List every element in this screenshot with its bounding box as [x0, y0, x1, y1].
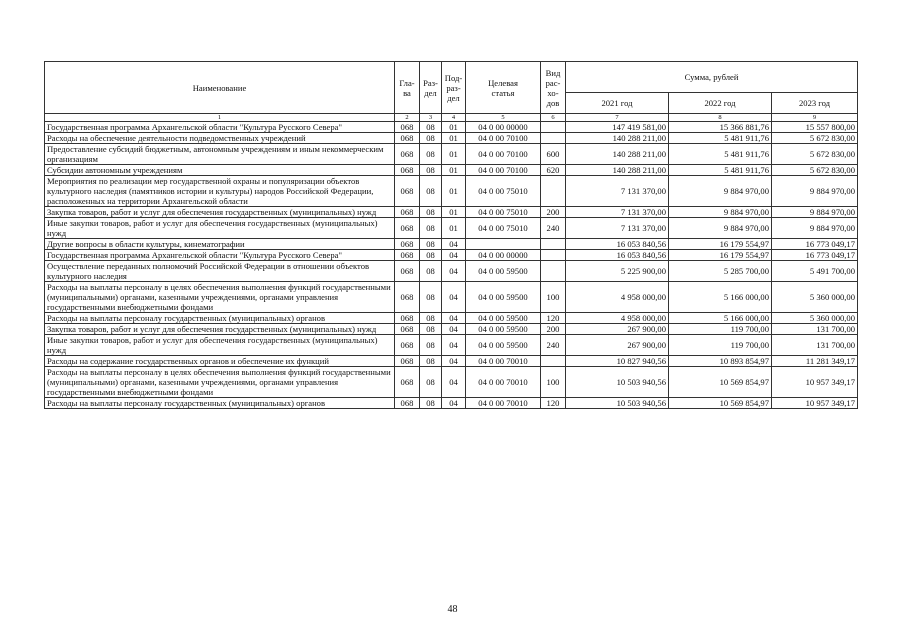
- col-header-sum: Сумма, рублей: [566, 62, 858, 93]
- amount-2022-cell: 15 366 881,76: [669, 122, 772, 133]
- amount-2022-cell: 9 884 970,00: [669, 207, 772, 218]
- glava-cell: 068: [395, 313, 420, 324]
- amount-2021-cell: 147 419 581,00: [566, 122, 669, 133]
- expense-type-cell: 100: [541, 282, 566, 313]
- table-row: [45, 367, 858, 398]
- row-name-cell: Государственная программа Архангельской области "Культура Русского Севера": [45, 250, 395, 261]
- podrazdel-cell: 04: [442, 324, 466, 335]
- row-name-cell: Другие вопросы в области культуры, кинематографии: [45, 239, 395, 250]
- amount-2023-cell: 5 491 700,00: [772, 261, 858, 282]
- col-header-2022: 2022 год: [669, 93, 772, 114]
- table-row: [45, 133, 858, 144]
- row-name-cell: Мероприятия по реализации мер государственной охраны и популяризации объектов культурного наследия (памятников истории и культуры) народов Российской Федерации, расположенных на территории Архангельской области: [45, 176, 395, 207]
- target-article-cell: 04 0 00 59500: [466, 313, 541, 324]
- amount-2022-cell: 10 893 854,97: [669, 356, 772, 367]
- glava-cell: 068: [395, 176, 420, 207]
- amount-2022-cell: 119 700,00: [669, 335, 772, 356]
- razdel-cell: 08: [420, 176, 442, 207]
- amount-2021-cell: 267 900,00: [566, 324, 669, 335]
- table-row: [45, 165, 858, 176]
- amount-2022-cell: 9 884 970,00: [669, 218, 772, 239]
- target-article-cell: 04 0 00 59500: [466, 324, 541, 335]
- razdel-cell: 08: [420, 335, 442, 356]
- expense-type-cell: 240: [541, 218, 566, 239]
- podrazdel-cell: 01: [442, 133, 466, 144]
- amount-2021-cell: 7 131 370,00: [566, 207, 669, 218]
- amount-2021-cell: 10 503 940,56: [566, 398, 669, 409]
- expense-type-cell: 600: [541, 144, 566, 165]
- glava-cell: 068: [395, 282, 420, 313]
- table-row: [45, 261, 858, 282]
- razdel-cell: 08: [420, 207, 442, 218]
- amount-2023-cell: 10 957 349,17: [772, 367, 858, 398]
- row-name-cell: Иные закупки товаров, работ и услуг для обеспечения государственных (муниципальных) нужд: [45, 335, 395, 356]
- target-article-cell: 04 0 00 70010: [466, 398, 541, 409]
- row-name-cell: Субсидии автономным учреждениям: [45, 165, 395, 176]
- target-article-cell: [466, 239, 541, 250]
- amount-2021-cell: 267 900,00: [566, 335, 669, 356]
- glava-cell: 068: [395, 122, 420, 133]
- target-article-cell: 04 0 00 70010: [466, 367, 541, 398]
- table-row: [45, 324, 858, 335]
- table-row: [45, 356, 858, 367]
- column-number-cell: 9: [772, 114, 858, 122]
- column-number-cell: 3: [420, 114, 442, 122]
- amount-2022-cell: 5 166 000,00: [669, 313, 772, 324]
- table-row: [45, 176, 858, 207]
- row-name-cell: Осуществление переданных полномочий Российской Федерации в отношении объектов культурного наследия: [45, 261, 395, 282]
- expense-type-cell: [541, 239, 566, 250]
- target-article-cell: 04 0 00 75010: [466, 176, 541, 207]
- target-article-cell: 04 0 00 59500: [466, 261, 541, 282]
- column-number-cell: 4: [442, 114, 466, 122]
- glava-cell: 068: [395, 144, 420, 165]
- razdel-cell: 08: [420, 133, 442, 144]
- column-number-cell: 6: [541, 114, 566, 122]
- table-row: [45, 335, 858, 356]
- amount-2023-cell: 16 773 049,17: [772, 239, 858, 250]
- glava-cell: 068: [395, 165, 420, 176]
- target-article-cell: 04 0 00 75010: [466, 218, 541, 239]
- amount-2023-cell: 5 360 000,00: [772, 313, 858, 324]
- expense-type-cell: [541, 176, 566, 207]
- amount-2023-cell: 131 700,00: [772, 335, 858, 356]
- amount-2021-cell: 10 503 940,56: [566, 367, 669, 398]
- razdel-cell: 08: [420, 398, 442, 409]
- column-number-cell: 2: [395, 114, 420, 122]
- amount-2021-cell: 140 288 211,00: [566, 133, 669, 144]
- row-name-cell: Расходы на содержание государственных органов и обеспечение их функций: [45, 356, 395, 367]
- amount-2021-cell: 16 053 840,56: [566, 250, 669, 261]
- glava-cell: 068: [395, 207, 420, 218]
- amount-2023-cell: 11 281 349,17: [772, 356, 858, 367]
- col-header-2021: 2021 год: [566, 93, 669, 114]
- row-name-cell: Расходы на выплаты персоналу государственных (муниципальных) органов: [45, 313, 395, 324]
- col-header-2023: 2023 год: [772, 93, 858, 114]
- target-article-cell: 04 0 00 70010: [466, 356, 541, 367]
- row-name-cell: Закупка товаров, работ и услуг для обеспечения государственных (муниципальных) нужд: [45, 324, 395, 335]
- col-header-razdel: Раз- дел: [420, 62, 442, 114]
- expense-type-cell: 120: [541, 313, 566, 324]
- glava-cell: 068: [395, 324, 420, 335]
- table-row: [45, 313, 858, 324]
- col-header-name: Наименование: [45, 62, 395, 114]
- target-article-cell: 04 0 00 59500: [466, 335, 541, 356]
- amount-2022-cell: 9 884 970,00: [669, 176, 772, 207]
- target-article-cell: 04 0 00 00000: [466, 250, 541, 261]
- table-row: [45, 250, 858, 261]
- expense-type-cell: [541, 122, 566, 133]
- razdel-cell: 08: [420, 250, 442, 261]
- razdel-cell: 08: [420, 261, 442, 282]
- expense-type-cell: [541, 250, 566, 261]
- table-row: [45, 207, 858, 218]
- table-row: [45, 122, 858, 133]
- podrazdel-cell: 01: [442, 207, 466, 218]
- amount-2022-cell: 16 179 554,97: [669, 250, 772, 261]
- expense-type-cell: 240: [541, 335, 566, 356]
- page-number: 48: [447, 604, 458, 615]
- amount-2022-cell: 5 481 911,76: [669, 165, 772, 176]
- column-number-cell: 1: [45, 114, 395, 122]
- row-name-cell: Предоставление субсидий бюджетным, автономным учреждениям и иным некоммерческим организациям: [45, 144, 395, 165]
- amount-2021-cell: 10 827 940,56: [566, 356, 669, 367]
- col-header-glava: Гла- ва: [395, 62, 420, 114]
- column-number-cell: 8: [669, 114, 772, 122]
- row-name-cell: Государственная программа Архангельской области "Культура Русского Севера": [45, 122, 395, 133]
- table-row: [45, 144, 858, 165]
- glava-cell: 068: [395, 250, 420, 261]
- podrazdel-cell: 04: [442, 282, 466, 313]
- table-row: [45, 282, 858, 313]
- amount-2023-cell: 5 672 830,00: [772, 133, 858, 144]
- amount-2021-cell: 140 288 211,00: [566, 165, 669, 176]
- budget-table: [44, 61, 858, 409]
- row-name-cell: Закупка товаров, работ и услуг для обеспечения государственных (муниципальных) нужд: [45, 207, 395, 218]
- amount-2022-cell: 10 569 854,97: [669, 367, 772, 398]
- razdel-cell: 08: [420, 356, 442, 367]
- podrazdel-cell: 01: [442, 144, 466, 165]
- target-article-cell: 04 0 00 70100: [466, 133, 541, 144]
- glava-cell: 068: [395, 335, 420, 356]
- razdel-cell: 08: [420, 122, 442, 133]
- target-article-cell: 04 0 00 00000: [466, 122, 541, 133]
- razdel-cell: 08: [420, 218, 442, 239]
- razdel-cell: 08: [420, 367, 442, 398]
- col-header-podrazdel: Под- раз- дел: [442, 62, 466, 114]
- razdel-cell: 08: [420, 144, 442, 165]
- podrazdel-cell: 04: [442, 335, 466, 356]
- amount-2023-cell: 9 884 970,00: [772, 176, 858, 207]
- razdel-cell: 08: [420, 165, 442, 176]
- expense-type-cell: 200: [541, 324, 566, 335]
- table-row: [45, 398, 858, 409]
- amount-2023-cell: 10 957 349,17: [772, 398, 858, 409]
- razdel-cell: 08: [420, 239, 442, 250]
- amount-2022-cell: 5 166 000,00: [669, 282, 772, 313]
- amount-2022-cell: 16 179 554,97: [669, 239, 772, 250]
- podrazdel-cell: 01: [442, 176, 466, 207]
- amount-2022-cell: 5 481 911,76: [669, 133, 772, 144]
- glava-cell: 068: [395, 239, 420, 250]
- amount-2023-cell: 15 557 800,00: [772, 122, 858, 133]
- amount-2023-cell: 5 360 000,00: [772, 282, 858, 313]
- glava-cell: 068: [395, 398, 420, 409]
- expense-type-cell: 120: [541, 398, 566, 409]
- expense-type-cell: 200: [541, 207, 566, 218]
- amount-2021-cell: 16 053 840,56: [566, 239, 669, 250]
- amount-2022-cell: 5 481 911,76: [669, 144, 772, 165]
- podrazdel-cell: 04: [442, 356, 466, 367]
- amount-2021-cell: 4 958 000,00: [566, 313, 669, 324]
- podrazdel-cell: 04: [442, 367, 466, 398]
- amount-2021-cell: 7 131 370,00: [566, 176, 669, 207]
- amount-2023-cell: 9 884 970,00: [772, 207, 858, 218]
- column-number-row: [45, 114, 858, 122]
- amount-2023-cell: 9 884 970,00: [772, 218, 858, 239]
- row-name-cell: Расходы на выплаты персоналу государственных (муниципальных) органов: [45, 398, 395, 409]
- podrazdel-cell: 04: [442, 261, 466, 282]
- podrazdel-cell: 04: [442, 239, 466, 250]
- razdel-cell: 08: [420, 313, 442, 324]
- amount-2021-cell: 7 131 370,00: [566, 218, 669, 239]
- row-name-cell: Расходы на обеспечение деятельности подведомственных учреждений: [45, 133, 395, 144]
- col-header-target: Целевая статья: [466, 62, 541, 114]
- razdel-cell: 08: [420, 324, 442, 335]
- amount-2023-cell: 131 700,00: [772, 324, 858, 335]
- target-article-cell: 04 0 00 59500: [466, 282, 541, 313]
- table-row: [45, 218, 858, 239]
- podrazdel-cell: 01: [442, 218, 466, 239]
- amount-2022-cell: 10 569 854,97: [669, 398, 772, 409]
- header-row: [45, 62, 858, 93]
- table-body: [45, 122, 858, 409]
- podrazdel-cell: 04: [442, 313, 466, 324]
- expense-type-cell: 100: [541, 367, 566, 398]
- amount-2021-cell: 4 958 000,00: [566, 282, 669, 313]
- col-header-vid: Вид рас- хо- дов: [541, 62, 566, 114]
- amount-2022-cell: 5 285 700,00: [669, 261, 772, 282]
- expense-type-cell: [541, 261, 566, 282]
- glava-cell: 068: [395, 261, 420, 282]
- expense-type-cell: 620: [541, 165, 566, 176]
- expense-type-cell: [541, 133, 566, 144]
- glava-cell: 068: [395, 356, 420, 367]
- amount-2021-cell: 5 225 900,00: [566, 261, 669, 282]
- amount-2021-cell: 140 288 211,00: [566, 144, 669, 165]
- amount-2023-cell: 5 672 830,00: [772, 165, 858, 176]
- column-number-cell: 7: [566, 114, 669, 122]
- expense-type-cell: [541, 356, 566, 367]
- podrazdel-cell: 01: [442, 122, 466, 133]
- podrazdel-cell: 01: [442, 165, 466, 176]
- row-name-cell: Иные закупки товаров, работ и услуг для обеспечения государственных (муниципальных) нужд: [45, 218, 395, 239]
- glava-cell: 068: [395, 367, 420, 398]
- razdel-cell: 08: [420, 282, 442, 313]
- table-row: [45, 239, 858, 250]
- amount-2022-cell: 119 700,00: [669, 324, 772, 335]
- target-article-cell: 04 0 00 70100: [466, 144, 541, 165]
- target-article-cell: 04 0 00 75010: [466, 207, 541, 218]
- column-number-cell: 5: [466, 114, 541, 122]
- glava-cell: 068: [395, 133, 420, 144]
- row-name-cell: Расходы на выплаты персоналу в целях обеспечения выполнения функций государственными (муниципальными) органами, казенными учреждениями, органами управления государственными внебюджетными фондами: [45, 282, 395, 313]
- glava-cell: 068: [395, 218, 420, 239]
- podrazdel-cell: 04: [442, 250, 466, 261]
- amount-2023-cell: 5 672 830,00: [772, 144, 858, 165]
- podrazdel-cell: 04: [442, 398, 466, 409]
- amount-2023-cell: 16 773 049,17: [772, 250, 858, 261]
- target-article-cell: 04 0 00 70100: [466, 165, 541, 176]
- row-name-cell: Расходы на выплаты персоналу в целях обеспечения выполнения функций государственными (муниципальными) органами, казенными учреждениями, органами управления государственными внебюджетными фондами: [45, 367, 395, 398]
